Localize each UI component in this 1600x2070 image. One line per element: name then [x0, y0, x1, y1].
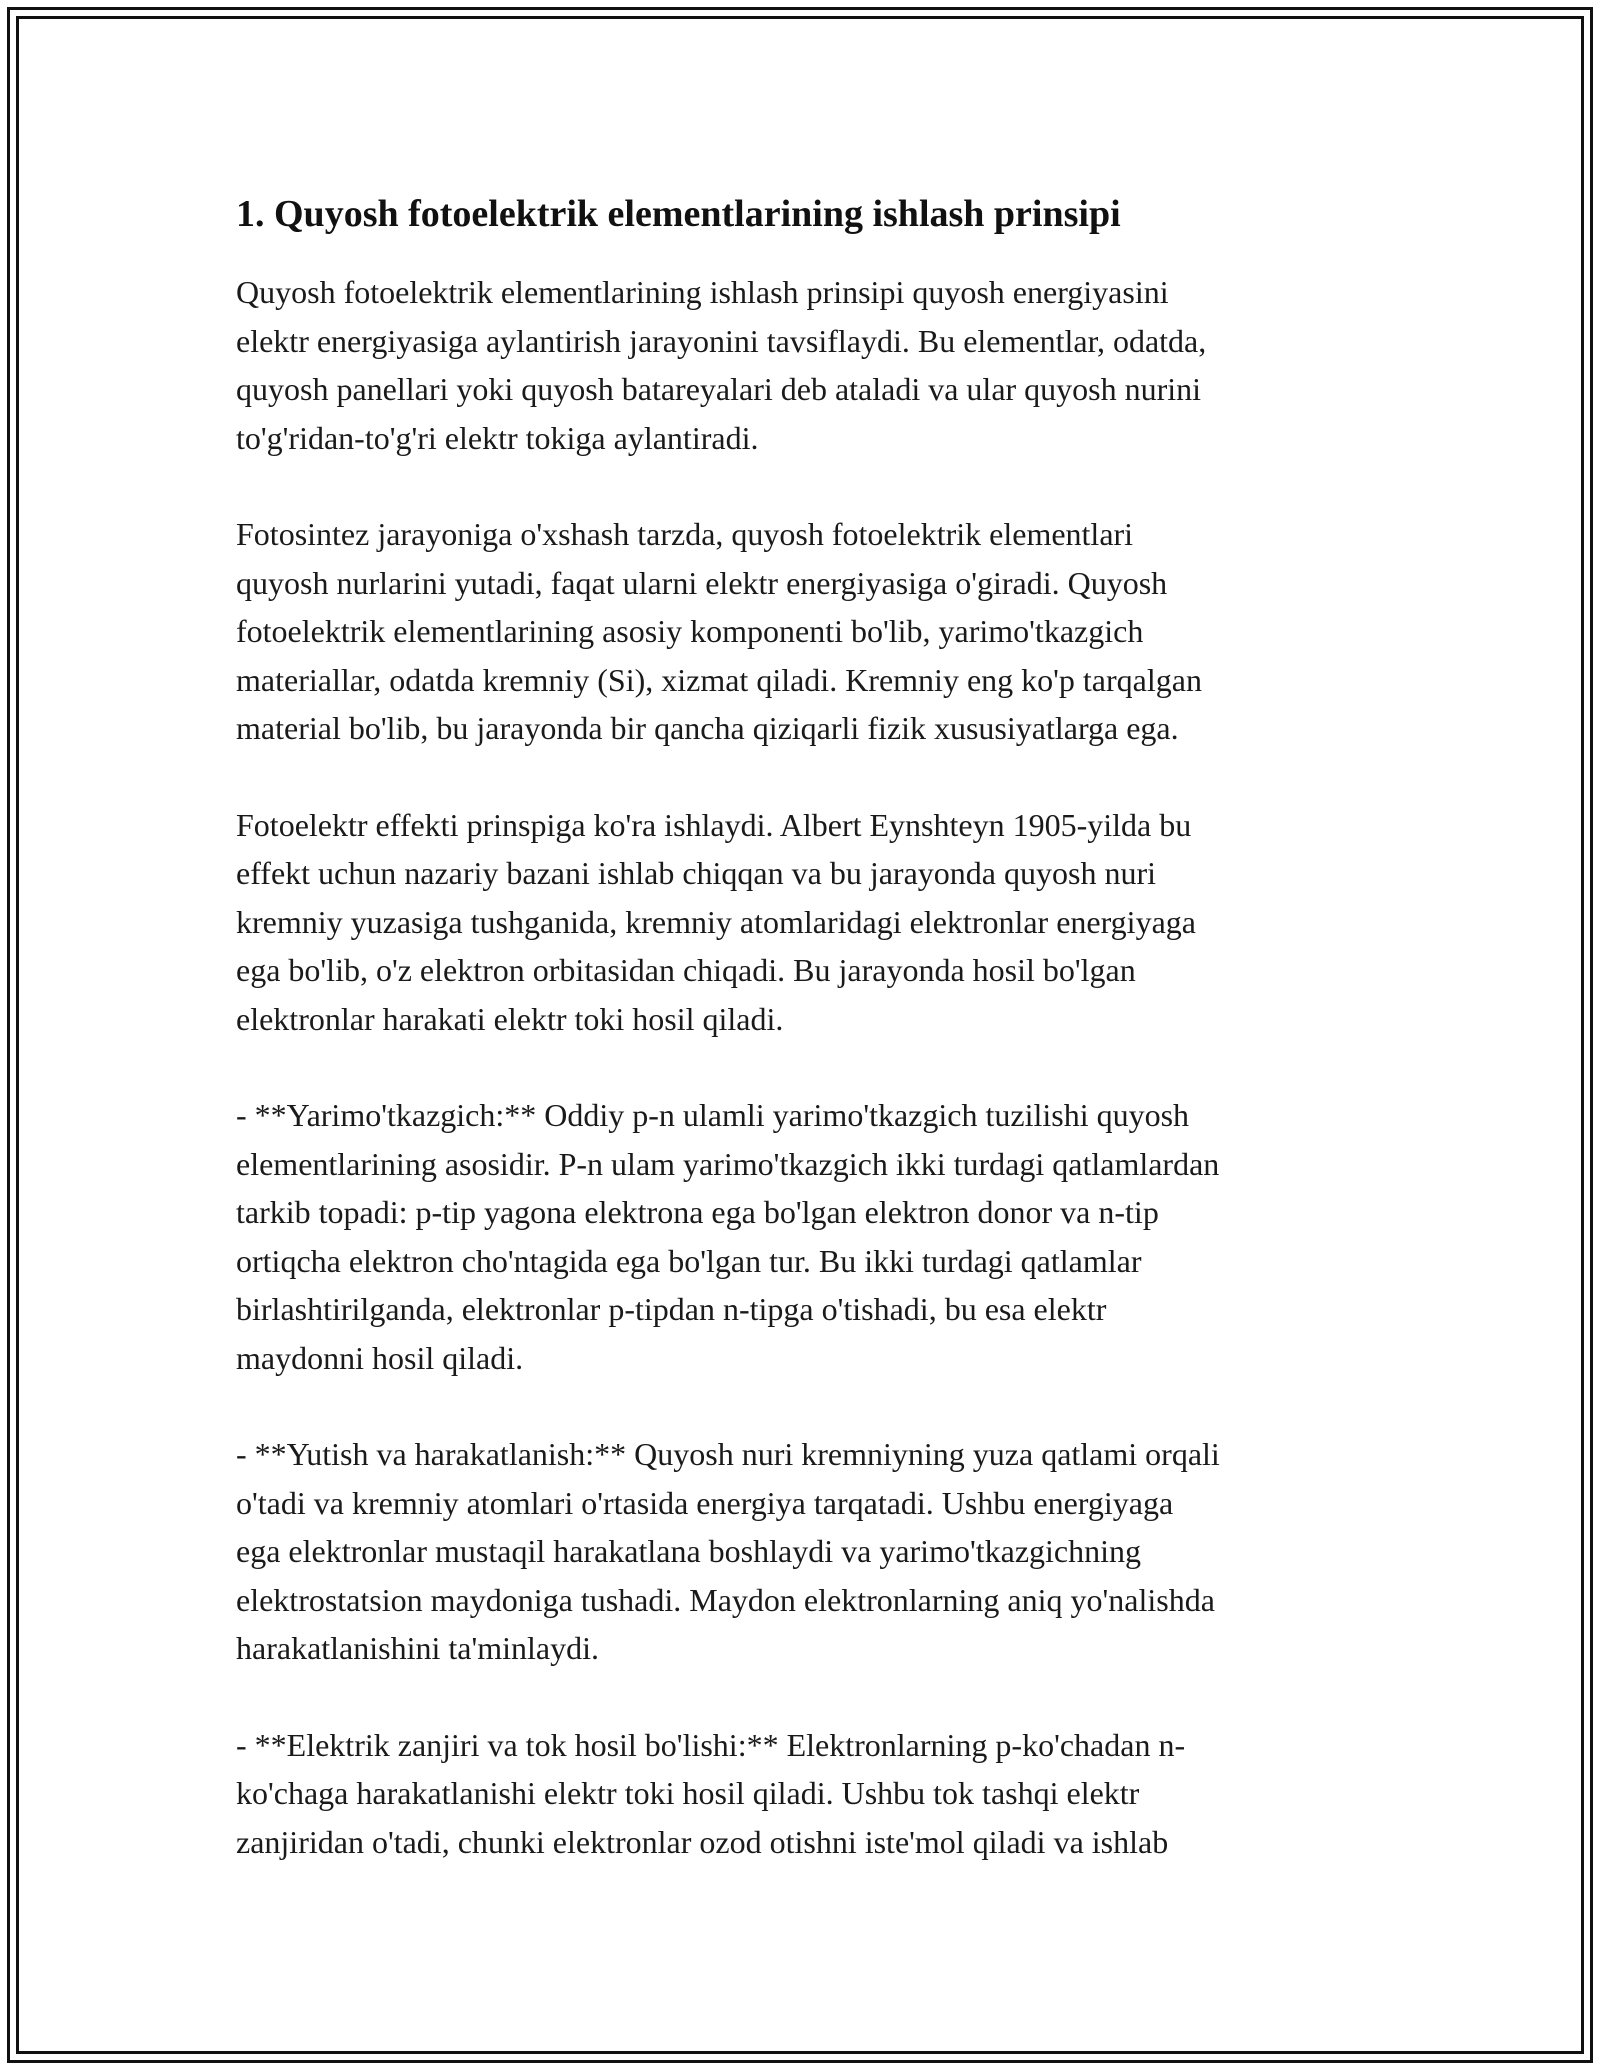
- document-body: [236, 186, 1376, 1866]
- paragraph-photosynthesis: Fotosintez jarayoniga o'xshash tarzda, quyosh fotoelektrik elementlari quyosh nurlarini yutadi, faqat ularni elektr energiyasiga o'giradi. Quyosh fotoelektrik elementlarining asosiy komponenti bo'lib, yarimo'tkazgich materiallar, odatda kremniy (Si), xizmat qiladi. Kremniy eng ko'p tarqalgan material bo'lib, bu jarayonda bir qancha qiziqarli fizik xususiyatlarga ega.: [236, 516, 1202, 746]
- paragraph-electric-circuit: - **Elektrik zanjiri va tok hosil bo'lishi:** Elektronlarning p-ko'chadan n- ko'chaga harakatlanishi elektr toki hosil qiladi. Ushbu tok tashqi elektr zanjiridan o'tadi, chunki elektronlar ozod otishni iste'mol qiladi va ishlab: [236, 1726, 1186, 1860]
- paragraph-absorption: - **Yutish va harakatlanish:** Quyosh nuri kremniyning yuza qatlami orqali o'tadi va kremniy atomlari o'rtasida energiya tarqatadi. Ushbu energiyaga ega elektronlar mustaqil harakatlana boshlaydi va yarimo'tkazgichning elektrostatsion maydoniga tushadi. Maydon elektronlarning aniq yo'nalishda harakatlanishini ta'minlaydi.: [236, 1436, 1220, 1666]
- paragraph-semiconductor: - **Yarimo'tkazgich:** Oddiy p-n ulamli yarimo'tkazgich tuzilishi quyosh elementlarining asosidir. P-n ulam yarimo'tkazgich ikki turdagi qatlamlardan tarkib topadi: p-tip yagona elektrona ega bo'lgan elektron donor va n-tip ortiqcha elektron cho'ntagida ega bo'lgan tur. Bu ikki turdagi qatlamlar birlashtirilganda, elektronlar p-tipdan n-tipga o'tishadi, bu esa elektr maydonni hosil qiladi.: [236, 1097, 1220, 1376]
- paragraph-photoelectric-effect: Fotoelektr effekti prinspiga ko'ra ishlaydi. Albert Eynshteyn 1905-yilda bu effekt uchun nazariy bazani ishlab chiqqan va bu jarayonda quyosh nuri kremniy yuzasiga tushganida, kremniy atomlaridagi elektronlar energiyaga ega bo'lib, o'z elektron orbitasidan chiqadi. Bu jarayonda hosil bo'lgan elektronlar harakati elektr toki hosil qiladi.: [236, 806, 1196, 1037]
- paragraph-intro: Quyosh fotoelektrik elementlarining ishlash prinsipi quyosh energiyasini elektr energiyasiga aylantirish jarayonini tavsiflaydi. Bu elementlar, odatda, quyosh panellari yoki quyosh batareyalari deb ataladi va ular quyosh nurini to'g'ridan-to'g'ri elektr tokiga aylantiradi.: [236, 274, 1207, 456]
- section-title: 1. Quyosh fotoelektrik elementlarining ishlash prinsipi: [236, 193, 1121, 235]
